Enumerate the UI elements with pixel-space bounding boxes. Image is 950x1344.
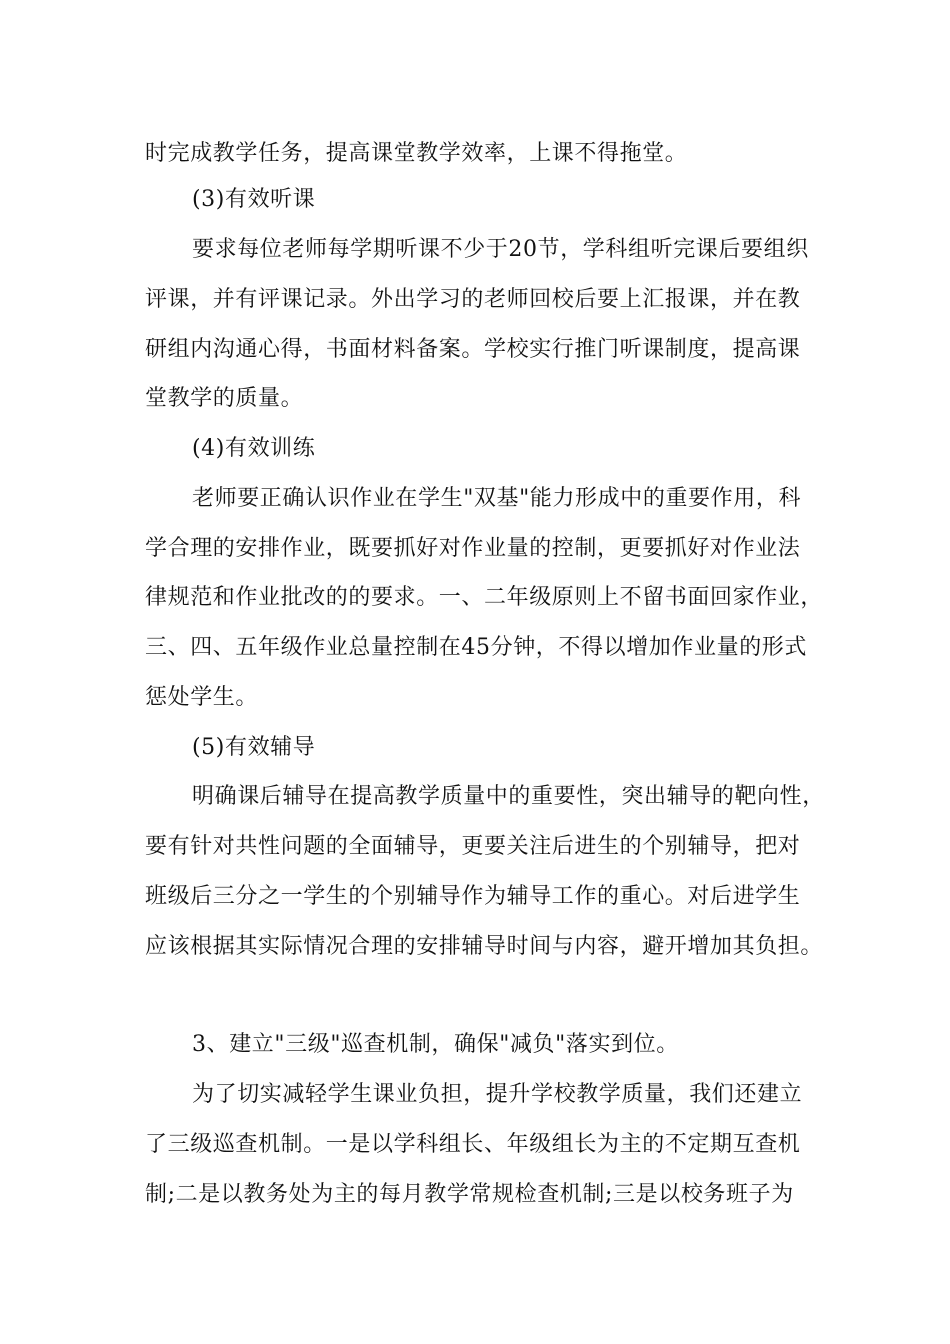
paragraph-line: 惩处学生。: [145, 685, 259, 710]
paragraph-line: 明确课后辅导在提高教学质量中的重要性，突出辅导的靶向性，: [192, 784, 825, 809]
section-heading-effective-tutoring: (5)有效辅导: [192, 735, 316, 760]
section-heading-three-level-inspection: 3、建立"三级"巡查机制，确保"减负"落实到位。: [192, 1032, 679, 1057]
paragraph-line: 班级后三分之一学生的个别辅导作为辅导工作的重心。对后进学生: [145, 884, 801, 909]
paragraph-line: 为了切实减轻学生课业负担，提升学校教学质量，我们还建立: [192, 1082, 803, 1107]
paragraph-line: 律规范和作业批改的的要求。一、二年级原则上不留书面回家作业，: [145, 585, 824, 610]
paragraph-line: 三、四、五年级作业总量控制在45分钟，不得以增加作业量的形式: [145, 635, 807, 660]
section-heading-effective-lesson-observation: (3)有效听课: [192, 187, 316, 212]
paragraph-line: 要求每位老师每学期听课不少于20节，学科组听完课后要组织: [192, 237, 809, 262]
paragraph-line: 应该根据其实际情况合理的安排辅导时间与内容，避开增加其负担。: [145, 934, 824, 959]
paragraph-line: 老师要正确认识作业在学生"双基"能力形成中的重要作用，科: [192, 486, 802, 511]
paragraph-line: 时完成教学任务，提高课堂教学效率，上课不得拖堂。: [145, 141, 688, 166]
paragraph-line: 评课，并有评课记录。外出学习的老师回校后要上汇报课，并在教: [145, 287, 801, 312]
paragraph-line: 学合理的安排作业，既要抓好对作业量的控制，更要抓好对作业法: [145, 536, 801, 561]
paragraph-line: 制;二是以教务处为主的每月教学常规检查机制;三是以校务班子为: [145, 1182, 794, 1207]
section-heading-effective-training: (4)有效训练: [192, 436, 316, 461]
paragraph-line: 了三级巡查机制。一是以学科组长、年级组长为主的不定期互查机: [145, 1132, 801, 1157]
paragraph-line: 堂教学的质量。: [145, 386, 304, 411]
paragraph-line: 要有针对共性问题的全面辅导，更要关注后进生的个别辅导，把对: [145, 834, 801, 859]
paragraph-line: 研组内沟通心得，书面材料备案。学校实行推门听课制度，提高课: [145, 337, 801, 362]
